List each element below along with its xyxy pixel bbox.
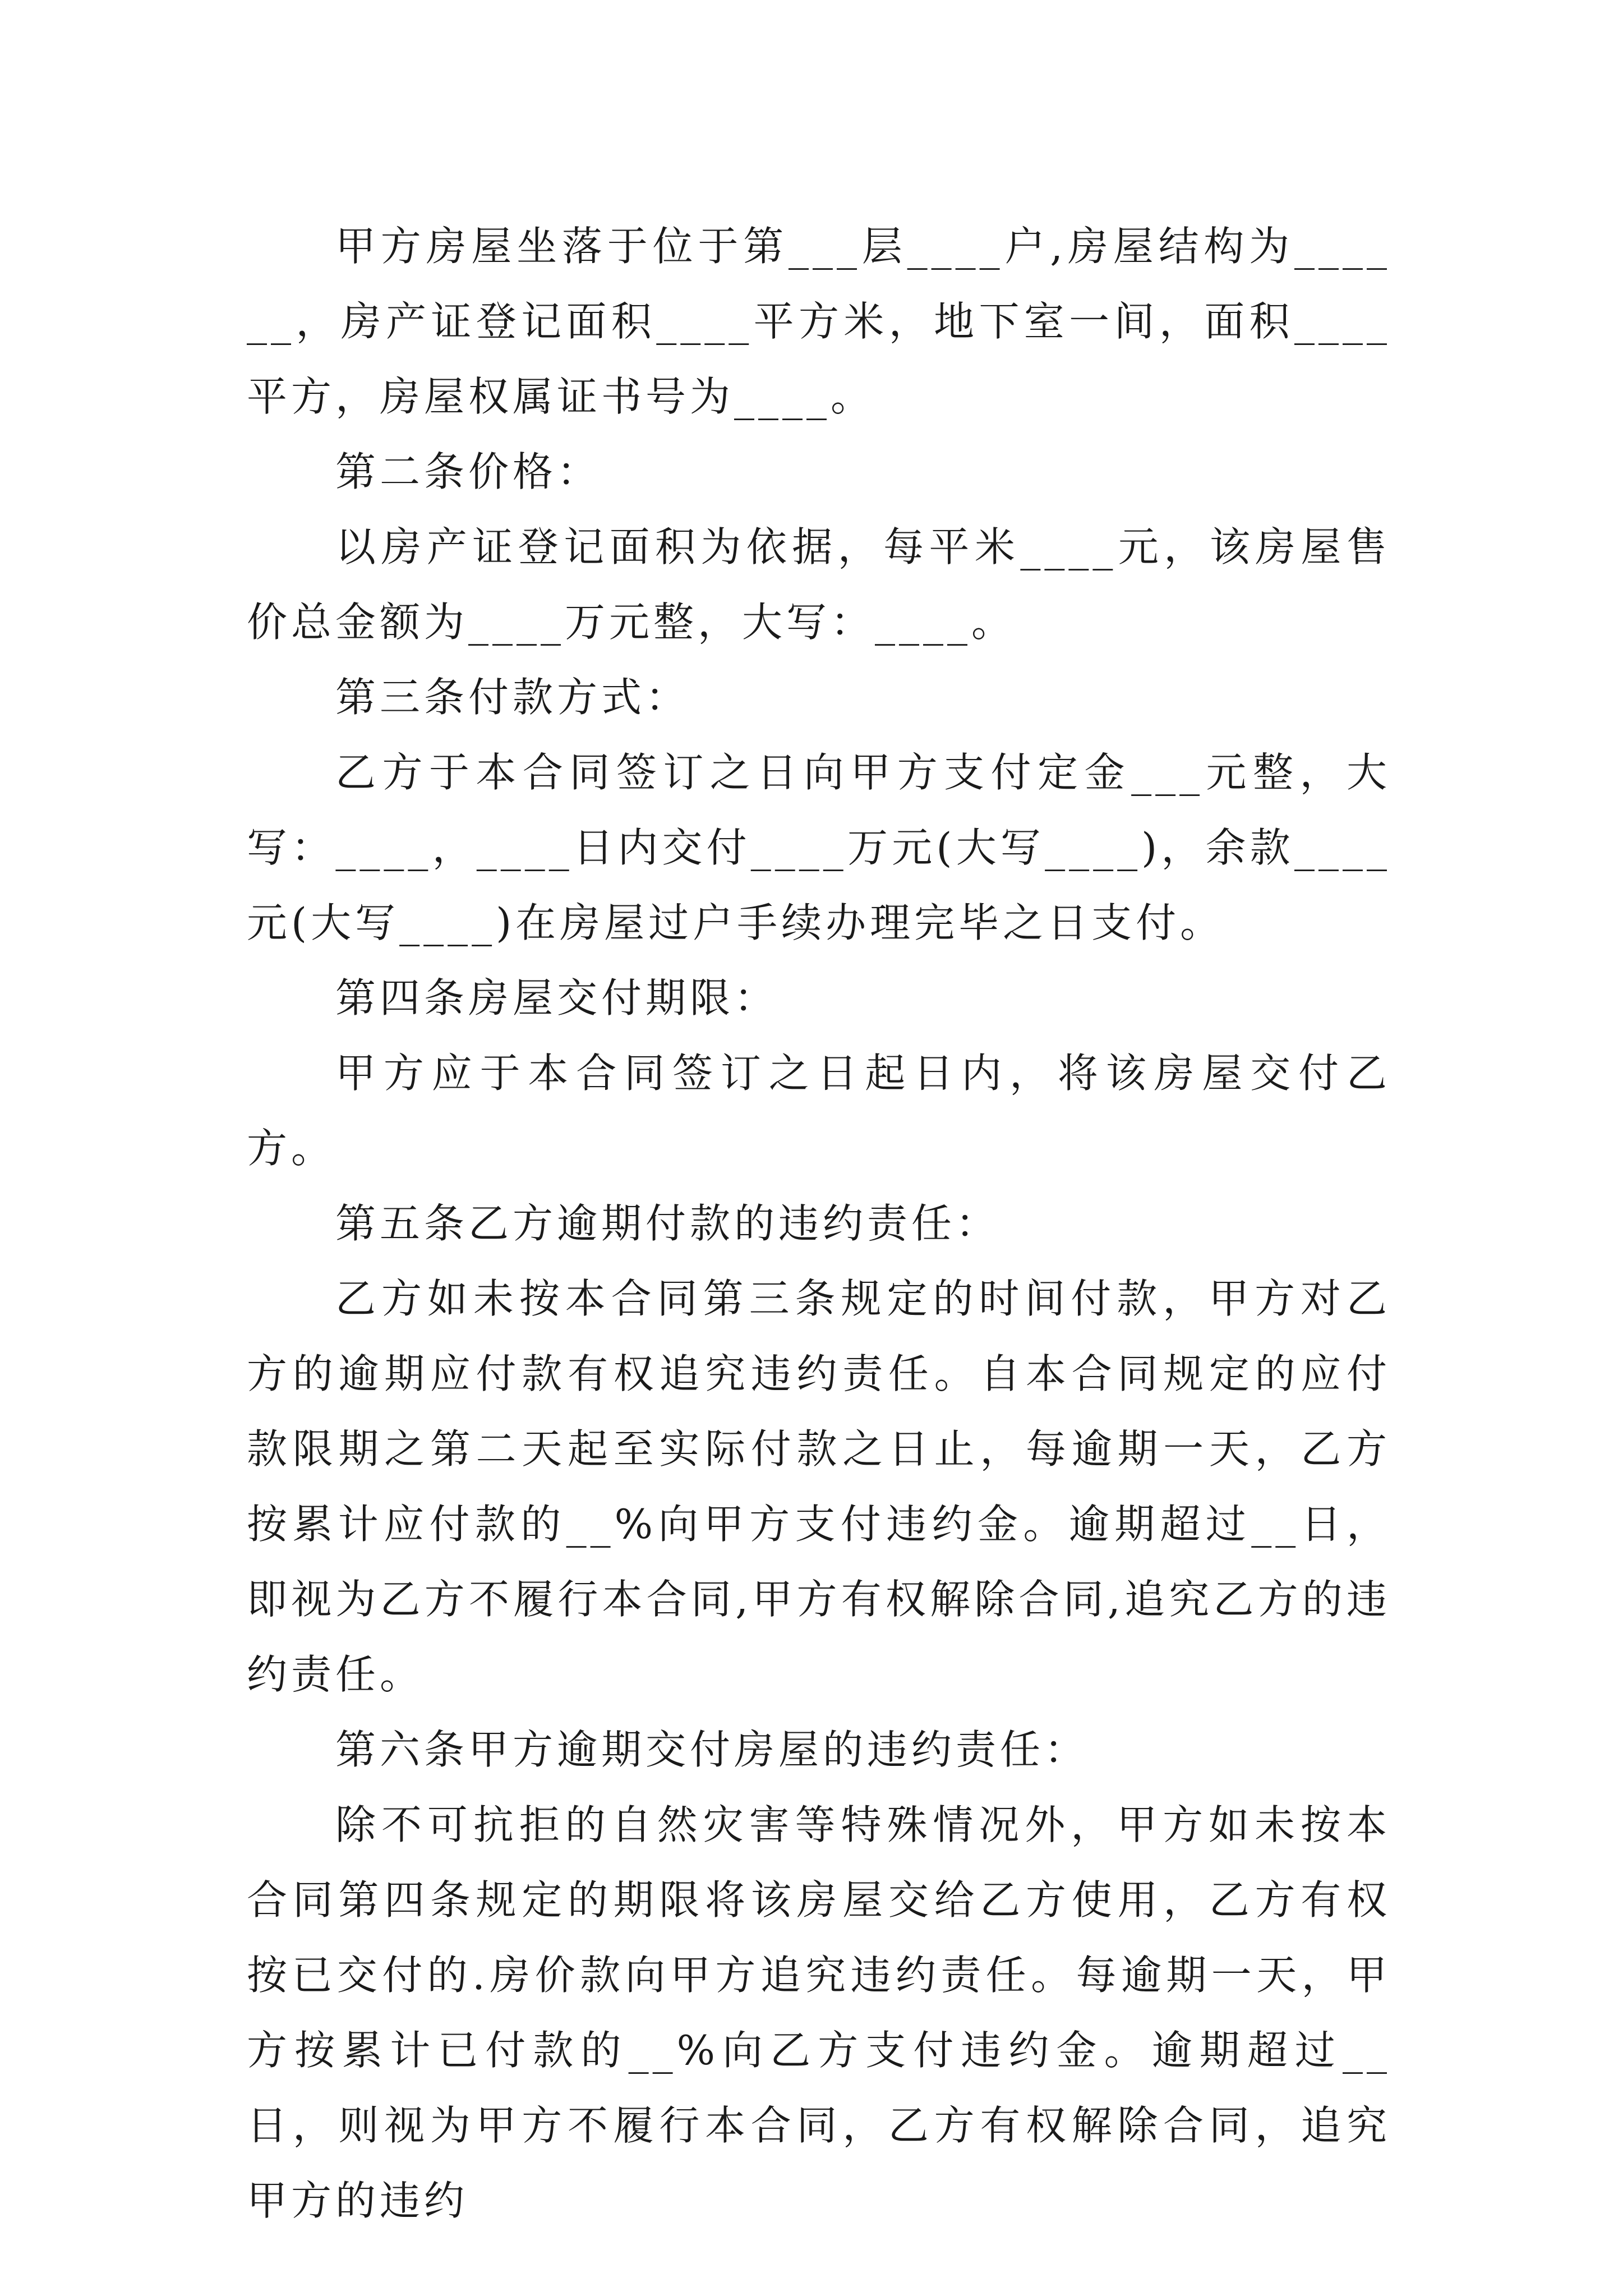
paragraph-property-location: 甲方房屋坐落于位于第___层____户,房屋结构为______，房产证登记面积____平方米，地下室一间，面积____平方，房屋权属证书号为____。	[247, 223, 1391, 420]
paragraph-seller-liability: 除不可抗拒的自然灾害等特殊情况外，甲方如未按本合同第四条规定的期限将该房屋交给乙方使用，乙方有权按已交付的.房价款向甲方追究违约责任。每逾期一天，甲方按累计已付款的__%向乙方支付违约金。逾期超过__日，则视为甲方不履行本合同，乙方有权解除合同，追究甲方的违约	[247, 1801, 1391, 2224]
paragraph-buyer-liability: 乙方如未按本合同第三条规定的时间付款，甲方对乙方的逾期应付款有权追究违约责任。自本合同规定的应付款限期之第二天起至实际付款之日止，每逾期一天，乙方按累计应付款的__%向甲方支付违约金。逾期超过__日，即视为乙方不履行本合同,甲方有权解除合同,追究乙方的违约责任。	[247, 1275, 1391, 1698]
paragraph-delivery-terms: 甲方应于本合同签订之日起日内，将该房屋交付乙方。	[247, 1050, 1391, 1172]
heading-article-5-buyer-liability: 第五条乙方逾期付款的违约责任：	[335, 1200, 1000, 1247]
heading-article-4-delivery: 第四条房屋交付期限：	[335, 974, 779, 1022]
paragraph-price-terms: 以房产证登记面积为依据，每平米____元，该房屋售价总金额为____万元整，大写：____。	[247, 523, 1391, 646]
paragraph-payment-terms: 乙方于本合同签订之日向甲方支付定金___元整，大写：____，____日内交付____万元(大写____)，余款____元(大写____)在房屋过户手续办理完毕之日支付。	[247, 749, 1391, 946]
document-content	[247, 209, 1391, 2238]
heading-article-2-price: 第二条价格：	[335, 448, 602, 495]
heading-article-6-seller-liability: 第六条甲方逾期交付房屋的违约责任：	[335, 1726, 1089, 1773]
heading-article-3-payment: 第三条付款方式：	[335, 674, 690, 721]
